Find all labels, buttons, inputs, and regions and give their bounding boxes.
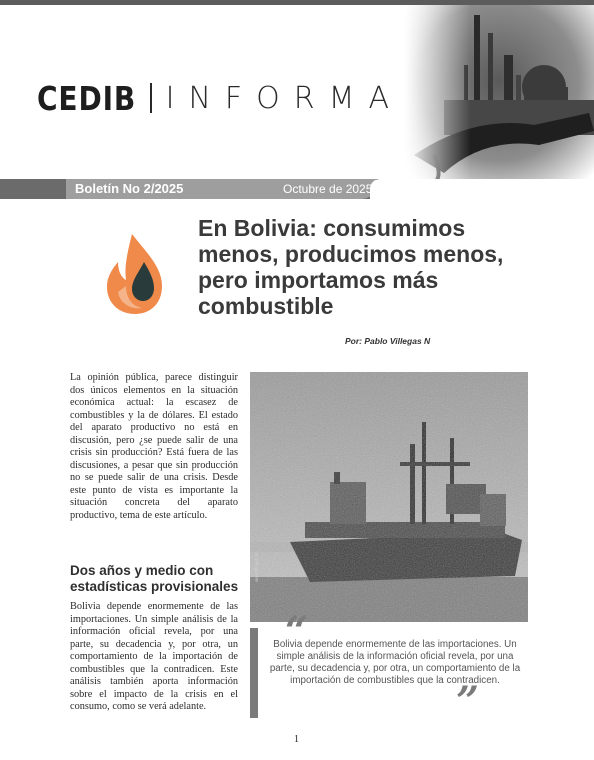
refinery-illustration: [404, 5, 594, 195]
pullquote-bar: [250, 628, 258, 718]
brand-divider: [150, 83, 152, 113]
photo-credit: www.ffh.gob.bo: [254, 551, 259, 582]
open-quote-icon: “: [285, 608, 309, 655]
masthead: [37, 78, 403, 118]
brand-informa: INFORMA: [165, 80, 404, 116]
band-cutout: [370, 179, 594, 199]
body-paragraph: Bolivia depende enormemente de las importaciones. Un simple análisis de la información oficial revela, por una parte, su decadencia y, por otra, un comportamiento de la importación de combustibles que la contradicen. Este análisis también aporta información sobre el impacto de la crisis en el consumo, como se verá adelante.: [70, 601, 238, 712]
bulletin-date: Octubre de 2025: [283, 182, 373, 196]
brand-cedib: CEDIB: [37, 78, 137, 118]
flame-drop-icon: [104, 232, 166, 316]
close-quote-icon: ”: [456, 678, 480, 725]
bulletin-number: Boletín No 2/2025: [75, 181, 184, 196]
section-subheading: Dos años y medio con estadísticas provisionales: [70, 563, 239, 594]
article-byline: Por: Pablo Villegas N: [345, 336, 431, 346]
pullquote-text: Bolivia depende enormemente de las importaciones. Un simple análisis de la información oficial revela, por una parte, su decadencia y, por otra, un comportamiento de la importación de combustibles que la contradicen.: [269, 639, 521, 686]
tanker-ship-photo: [250, 372, 528, 622]
intro-paragraph: La opinión pública, parece distinguir dos únicos elementos en la situación económica actual: la escasez de combustibles y la de dólares. El estado del aparato productivo no está en discusión, pero ¿se puede salir de una crisis sin producción? Está fuera de las discusiones, a pesar que sin producción no se puede salir de una crisis. Desde este punto de vista es importante la situación concreta del aparato productivo, tema de este artículo.: [70, 372, 238, 521]
page-number: 1: [294, 734, 299, 745]
article-title: En Bolivia: consumimos menos, producimos menos, pero importamos más combustible: [198, 215, 504, 319]
bulletin-band: [0, 179, 594, 199]
